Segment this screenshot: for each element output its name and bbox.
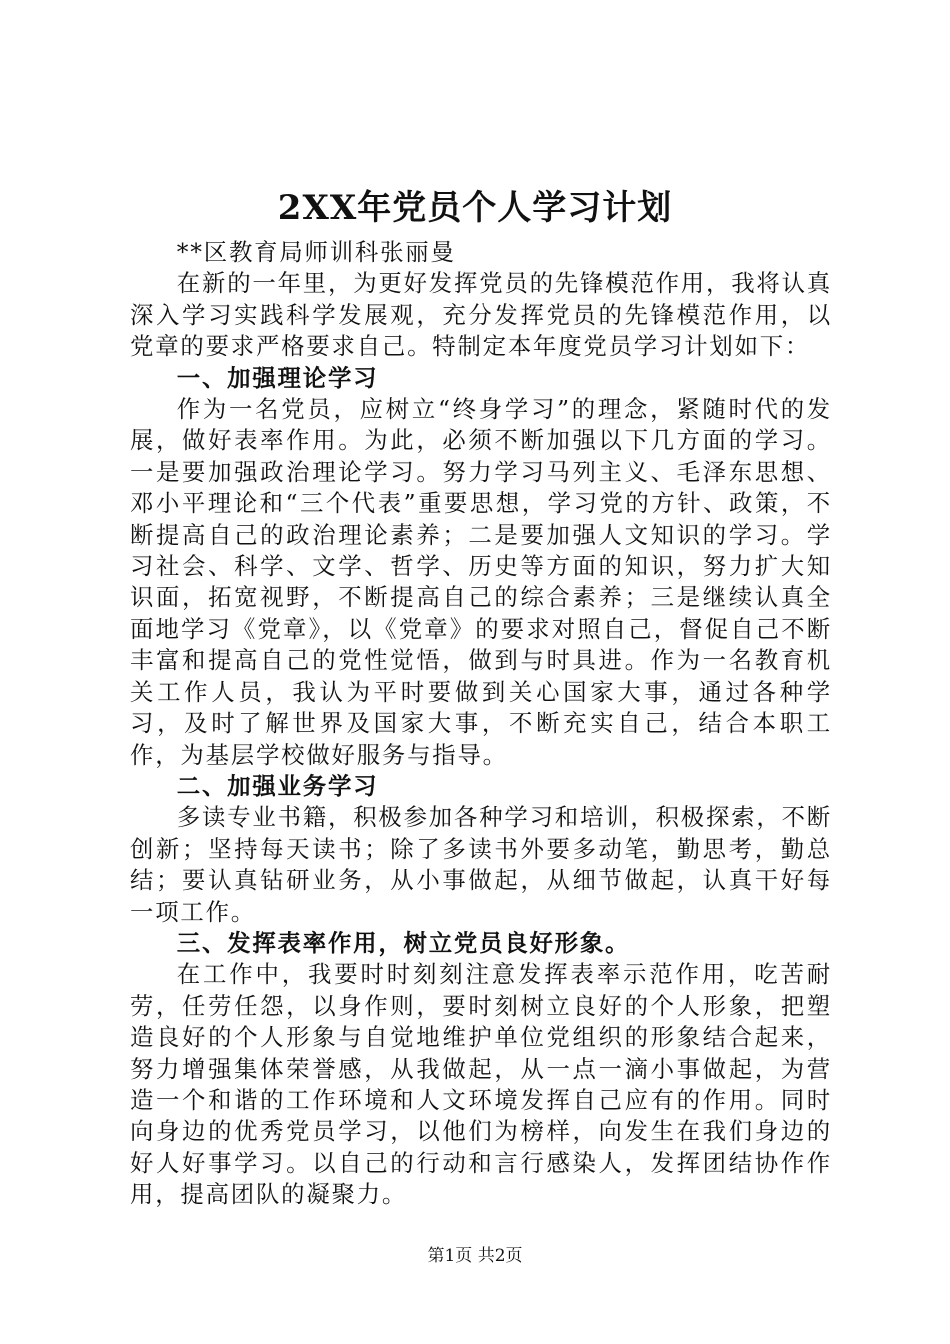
author-line: **区教育局师训科张丽曼 [176, 238, 456, 266]
section-1-paragraph: 作为一名党员，应树立“终身学习”的理念，紧随时代的发展，做好表率作用。为此，必须不断加强以下几方面的学习。一是要加强政治理论学习。努力学习马列主义、毛泽东思想、邓小平理论和“三个代表”重要思想，学习党的方针、政策，不断提高自己的政治理论素养；二是要加强人文知识的学习。学习社会、科学、文学、哲学、历史等方面的知识，努力扩大知识面，拓宽视野，不断提高自己的综合素养；三是继续认真全面地学习《党章》，以《党章》的要求对照自己，督促自己不断丰富和提高自己的党性觉悟，做到与时具进。作为一名教育机关工作人员，我认为平时要做到关心国家大事，通过各种学习，及时了解世界及国家大事，不断充实自己，结合本职工作，为基层学校做好服务与指导。 [130, 395, 832, 769]
section-3-paragraph: 在工作中，我要时时刻刻注意发挥表率示范作用，吃苦耐劳，任劳任怨，以身作则，要时刻树立良好的个人形象，把塑造良好的个人形象与自觉地维护单位党组织的形象结合起来，努力增强集体荣誉感，从我做起，从一点一滴小事做起，为营造一个和谐的工作环境和人文环境发挥自己应有的作用。同时向身边的优秀党员学习，以他们为榜样，向发生在我们身边的好人好事学习。以自己的行动和言行感染人，发挥团结协作作用，提高团队的凝聚力。 [130, 960, 832, 1209]
intro-paragraph: 在新的一年里，为更好发挥党员的先锋模范作用，我将认真深入学习实践科学发展观，充分发挥党员的先锋模范作用，以党章的要求严格要求自己。特制定本年度党员学习计划如下： [130, 269, 832, 361]
document-body [130, 237, 832, 1211]
section-3-heading: 三、发挥表率作用，树立党员良好形象。 [176, 928, 631, 957]
document-title: 2XX年党员个人学习计划 [277, 188, 673, 228]
section-1-heading: 一、加强理论学习 [176, 363, 379, 392]
section-2-paragraph: 多读专业书籍，积极参加各种学习和培训，积极探索，不断创新；坚持每天读书；除了多读书外要多动笔，勤思考，勤总结；要认真钻研业务，从小事做起，从细节做起，认真干好每一项工作。 [130, 803, 832, 926]
section-2-heading: 二、加强业务学习 [176, 771, 379, 800]
page-footer: 第1页 共2页 [427, 1246, 523, 1266]
